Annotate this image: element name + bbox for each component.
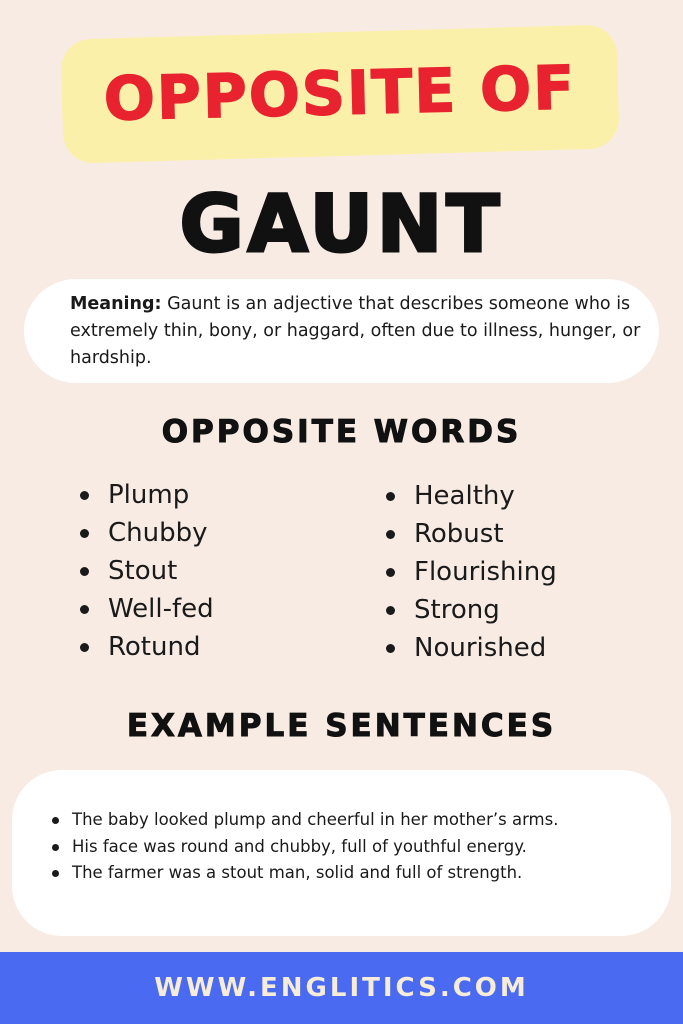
list-item: Strong [386,591,557,629]
meaning-text [70,291,650,372]
list-item: Flourishing [386,553,557,591]
meaning-label: Meaning: [70,294,162,314]
list-item: Robust [386,515,557,553]
website-link[interactable]: WWW.ENGLITICS.COM [154,973,529,1003]
list-item: Stout [80,552,214,590]
list-item: Chubby [80,514,214,552]
example-sentences-list [50,807,558,887]
title-line-2: GAUNT [179,180,504,270]
list-item: Nourished [386,629,557,667]
list-item: Rotund [80,628,214,666]
opposite-words-heading: OPPOSITE WORDS [161,414,522,450]
list-item: Well-fed [80,590,214,628]
example-sentence: The farmer was a stout man, solid and full of strength. [50,860,558,887]
opposite-words-left-list [80,476,214,666]
title-line-1: OPPOSITE OF [103,53,577,135]
meaning-definition: Gaunt is an adjective that describes someone who is extremely thin, bony, or haggard, often due to illness, hunger, or hardship. [70,294,641,368]
example-sentence: His face was round and chubby, full of youthful energy. [50,834,558,861]
opposite-words-right-list [386,477,557,667]
example-sentence: The baby looked plump and cheerful in her mother’s arms. [50,807,558,834]
list-item: Plump [80,476,214,514]
example-sentences-heading: EXAMPLE SENTENCES [126,708,557,744]
list-item: Healthy [386,477,557,515]
